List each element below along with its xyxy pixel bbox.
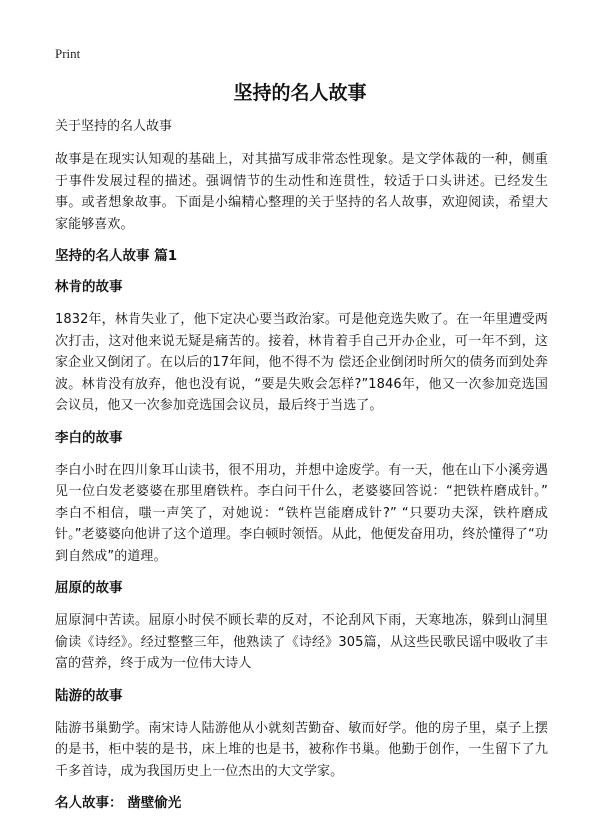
article-subtitle: 关于坚持的名人故事 bbox=[55, 119, 173, 134]
section-heading-last: 名人故事： 凿壁偷光 bbox=[55, 795, 182, 811]
section-body-quyuan: 屈原洞中苦读。屈原小时侯不顾长辈的反对，不论刮风下雨，天寒地冻，躲到山洞里偷读《诗经》。经过整整三年，他熟读了《诗经》305篇，从这些民歌民谣中吸收了丰富的营养，终于成为一位伟大诗人 bbox=[55, 613, 548, 671]
intro-paragraph: 故事是在现实认知观的基础上，对其描写成非常态性现象。是文学体裁的一种，侧重于事件发展过程的描述。强调情节的生动性和连贯性，较适于口头讲述。已经发生事。或者想象故事。下面是小编精心整理的关于坚持的名人故事，欢迎阅读，希望大家能够喜欢。 bbox=[55, 152, 548, 232]
article-body bbox=[55, 118, 548, 825]
section-heading-lincoln: 林肯的故事 bbox=[55, 279, 123, 295]
print-link[interactable]: Print bbox=[55, 46, 81, 61]
section-heading-libai: 李白的故事 bbox=[55, 429, 123, 446]
section-body-libai: 李白小时在四川象耳山读书，很不用功，并想中途废学。有一天，他在山下小溪旁遇见一位白发老婆婆在那里磨铁杵。李白问干什么，老婆婆回答说：“把铁杵磨成针。” 李白不相信，嗤一声笑了，对她说：“铁杵岂能磨成针?” “只要功夫深，铁杵磨成针。”老婆婆向他讲了这个道理。李白顿时领悟。从此，他便发奋用功，终於懂得了“功到自然成”的道理。 bbox=[55, 462, 548, 564]
section-body-luyou: 陆游书巢勤学。南宋诗人陆游他从小就刻苦勤奋、敏而好学。他的房子里，桌子上摆的是书，柜中装的是书，床上堆的也是书，被称作书巢。他勤于创作，一生留下了九千多首诗，成为我国历史上一位杰出的大文学家。 bbox=[55, 720, 548, 779]
page-title: 坚持的名人故事 bbox=[233, 82, 367, 104]
section-body-lincoln: 1832年，林肯失业了，他下定决心要当政治家。可是他竞选失败了。在一年里遭受两次打击，这对他来说无疑是痛苦的。接着，林肯着手自己开办企业，可一年不到，这家企业又倒闭了。在以后的17年间，他不得不为 偿还企业倒闭时所欠的债务而到处奔波。林肯没有放弃，他也没有说，“要是失败会怎样?”1846年，他又一次参加竞选国会议员，他又一次参加竞选国会议员，最后终于当选了。 bbox=[55, 312, 548, 413]
chapter-heading: 坚持的名人故事 篇1 bbox=[55, 248, 178, 264]
section-heading-luyou: 陆游的故事 bbox=[55, 687, 123, 704]
section-heading-quyuan: 屈原的故事 bbox=[55, 580, 123, 596]
